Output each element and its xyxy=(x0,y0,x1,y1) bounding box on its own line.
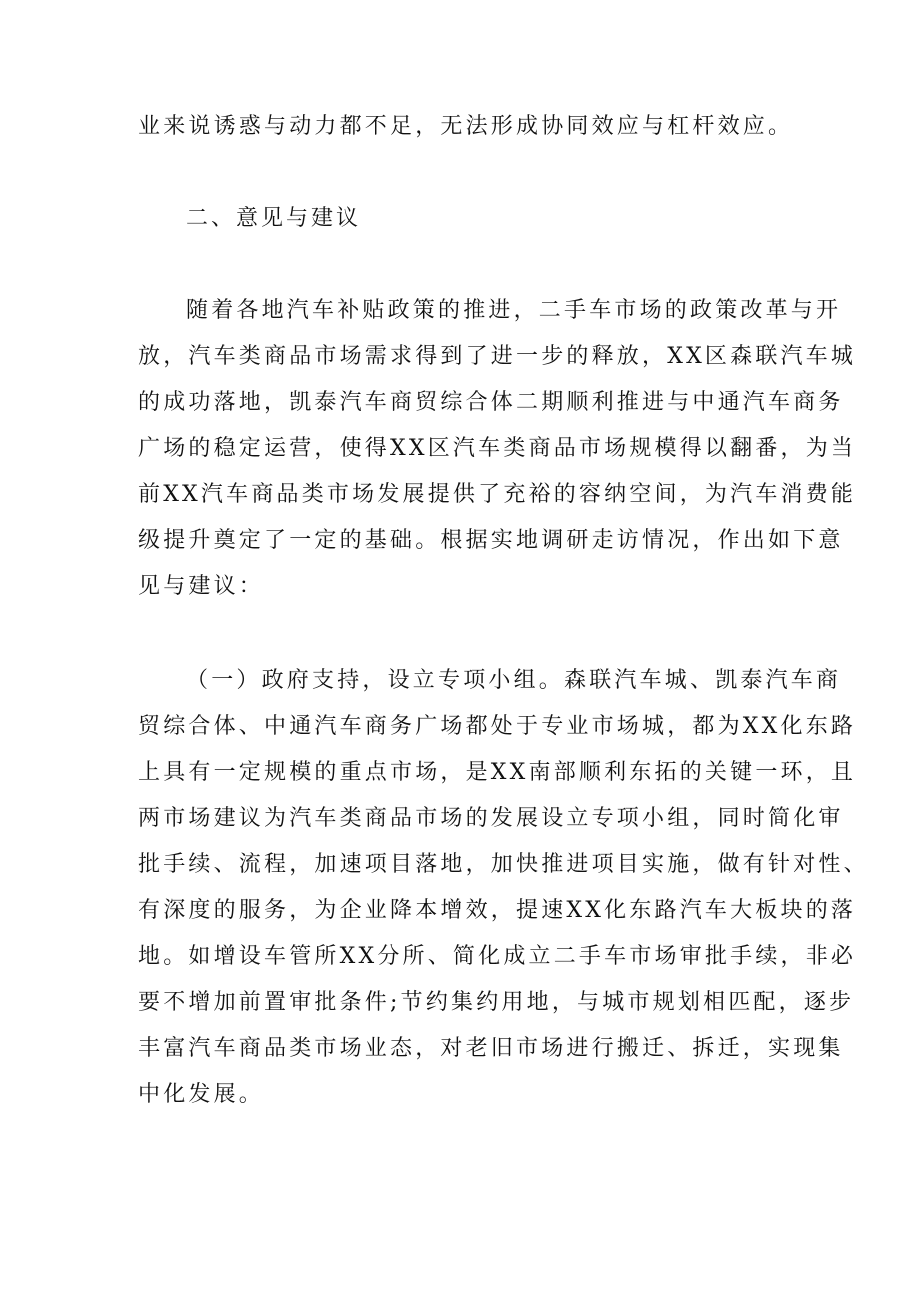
paragraph-line-18: 中化发展。 xyxy=(138,1082,265,1107)
paragraph-line-8: 见与建议： xyxy=(138,574,265,599)
paragraph-line-4: 的成功落地，凯泰汽车商贸综合体二期顺利推进与中通汽车商务 xyxy=(138,390,844,415)
paragraph-line-16: 要不增加前置审批条件;节约集约用地，与城市规划相匹配，逐步 xyxy=(138,990,855,1015)
paragraph-line-12: 两市场建议为汽车类商品市场的发展设立专项小组，同时简化审 xyxy=(138,806,844,831)
paragraph-line-3: 放，汽车类商品市场需求得到了进一步的释放，XX区森联汽车城 xyxy=(138,344,857,369)
paragraph-line-14: 有深度的服务，为企业降本增效，提速XX化东路汽车大板块的落 xyxy=(138,898,857,923)
paragraph-line-10: 贸综合体、中通汽车商务广场都处于专业市场城，都为XX化东路 xyxy=(138,714,857,739)
paragraph-line-1: 业来说诱惑与动力都不足，无法形成协同效应与杠杆效应。 xyxy=(138,114,794,139)
paragraph-line-15: 地。如增设车管所XX分所、简化成立二手车市场审批手续，非必 xyxy=(138,944,857,969)
section-heading: 二、意见与建议 xyxy=(186,206,362,231)
paragraph-line-17: 丰富汽车商品类市场业态，对老旧市场进行搬迁、拆迁，实现集 xyxy=(138,1036,844,1061)
paragraph-line-13: 批手续、流程，加速项目落地，加快推进项目实施，做有针对性、 xyxy=(138,852,869,877)
paragraph-line-2: 随着各地汽车补贴政策的推进，二手车市场的政策改革与开 xyxy=(186,298,842,323)
paragraph-line-9: （一）政府支持，设立专项小组。森联汽车城、凯泰汽车商 xyxy=(186,668,842,693)
paragraph-line-11: 上具有一定规模的重点市场，是XX南部顺利东拓的关键一环，且 xyxy=(138,760,857,785)
paragraph-line-7: 级提升奠定了一定的基础。根据实地调研走访情况，作出如下意 xyxy=(138,528,844,553)
paragraph-line-6: 前XX汽车商品类市场发展提供了充裕的容纳空间，为汽车消费能 xyxy=(138,482,857,507)
paragraph-line-5: 广场的稳定运营，使得XX区汽车类商品市场规模得以翻番，为当 xyxy=(138,436,857,461)
